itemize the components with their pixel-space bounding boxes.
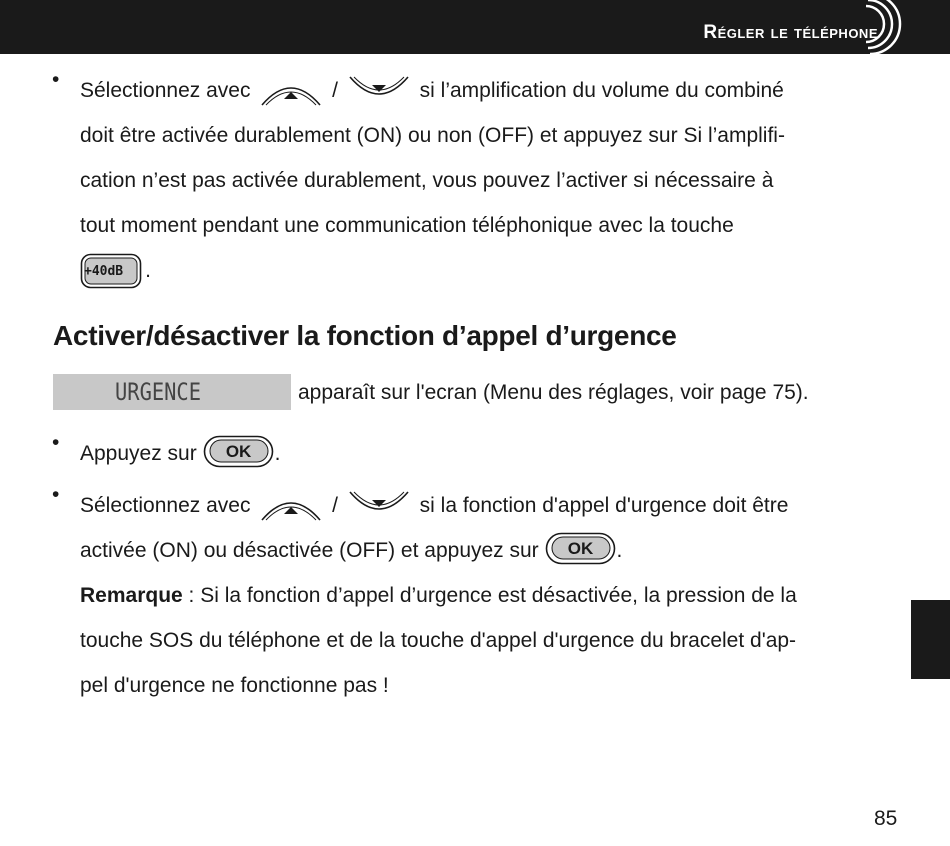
lcd-text: URGENCE — [115, 378, 201, 406]
up-arrow-key-icon — [256, 75, 326, 107]
text-line: . — [616, 539, 623, 562]
up-arrow-key-icon — [256, 490, 326, 522]
bullet: • — [52, 483, 60, 506]
text-line: activée (ON) ou désactivée (OFF) et appuyez sur — [80, 539, 539, 562]
text-line: Sélectionnez avec — [80, 494, 251, 517]
ok-key-icon — [545, 532, 617, 566]
paragraph-press-ok — [80, 431, 910, 476]
paragraph-volume — [80, 68, 910, 294]
down-arrow-key-icon — [344, 490, 414, 522]
note-text: pel d'urgence ne fonctionne pas ! — [80, 674, 389, 697]
paragraph-emergency — [80, 483, 910, 708]
separator: / — [332, 79, 338, 102]
text-line: doit être activée durablement (ON) ou non (OFF) et appuyez sur Si l’amplifi- — [80, 124, 785, 147]
ok-key-icon — [203, 435, 275, 469]
text-line: Appuyez sur — [80, 442, 197, 465]
note-label: Remarque — [80, 584, 183, 607]
section-heading: Activer/désactiver la fonction d’appel d’urgence — [53, 320, 677, 351]
text-line: . — [274, 442, 281, 465]
bullet: • — [52, 431, 60, 454]
chapter-title: Régler le téléphone — [703, 22, 878, 43]
text-line: . — [145, 259, 151, 282]
ok-key-label: OK — [225, 442, 252, 462]
text-line: cation n’est pas activée durablement, vous pouvez l’activer si nécessaire à — [80, 169, 774, 192]
note-text: touche SOS du téléphone et de la touche d'appel d'urgence du bracelet d'ap- — [80, 629, 797, 652]
text-line: si la fonction d'appel d'urgence doit être — [419, 494, 789, 517]
separator: / — [332, 494, 338, 517]
text-line: Sélectionnez avec — [80, 79, 251, 102]
volume-key-label: +40dB — [84, 263, 124, 279]
text-line: si l’amplification du volume du combiné — [419, 79, 784, 102]
chapter-arcs-icon — [826, 0, 906, 56]
lcd-description: apparaît sur l'ecran (Menu des réglages, voir page 75). — [298, 381, 809, 404]
lcd-display — [53, 374, 291, 410]
bullet: • — [52, 68, 60, 91]
down-arrow-key-icon — [344, 75, 414, 107]
note-text: : Si la fonction d’appel d’urgence est désactivée, la pression de la — [182, 584, 797, 607]
page-number: 85 — [874, 807, 898, 830]
ok-key-label: OK — [567, 539, 594, 559]
thumb-index-tab — [911, 600, 950, 679]
text-line: tout moment pendant une communication téléphonique avec la touche — [80, 214, 734, 237]
